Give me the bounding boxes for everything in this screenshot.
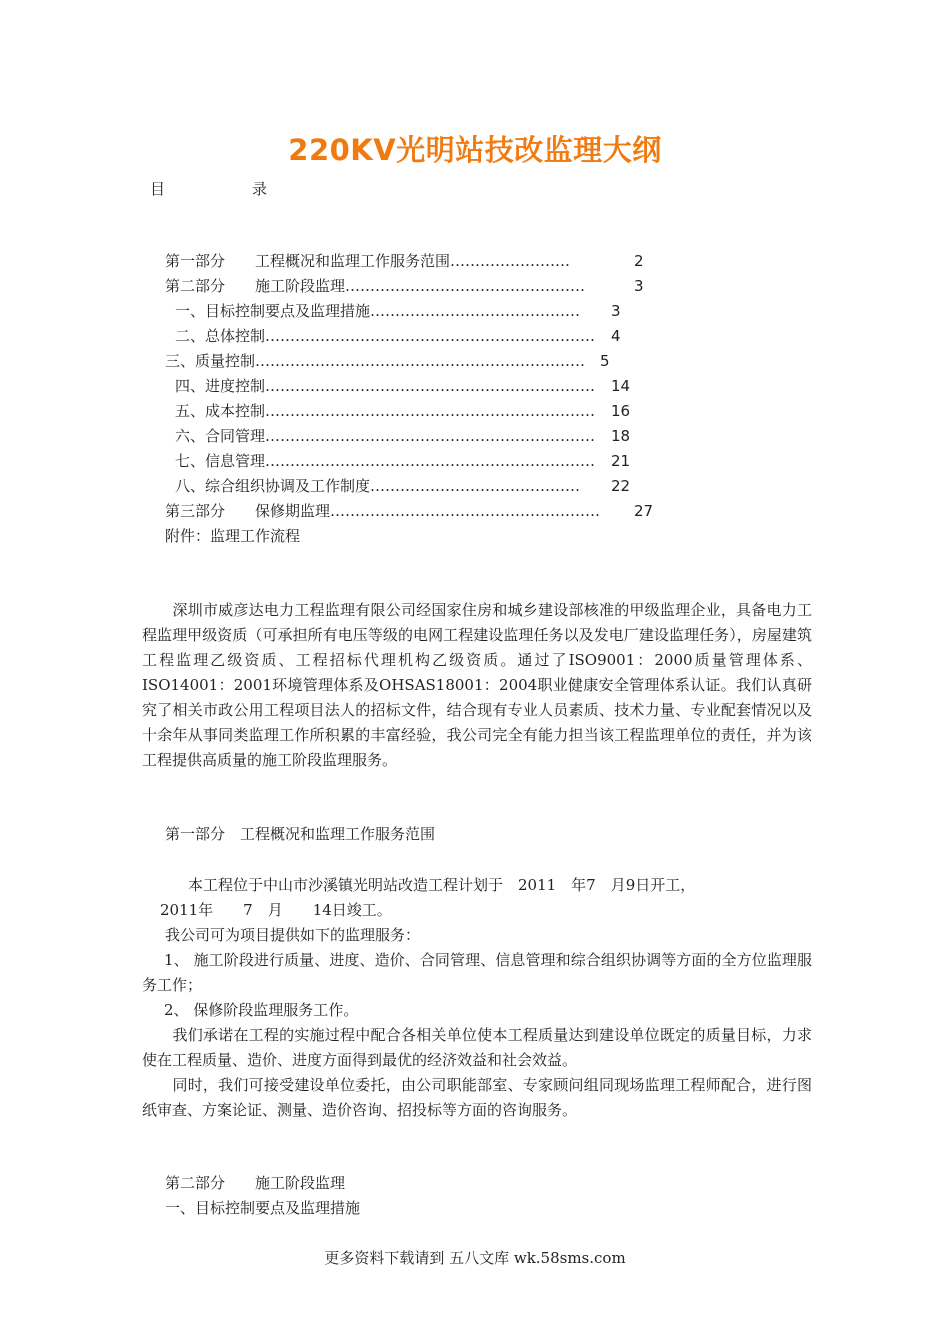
toc-entry-dots: ………………………………………………………… [265, 377, 596, 395]
toc-entry[interactable] [175, 299, 580, 324]
toc-entry-dots: ……………………………………………… [330, 502, 601, 520]
toc-entry-dots: ………………………………………………………… [265, 327, 596, 345]
consulting-paragraph: 同时，我们可接受建设单位委托，由公司职能部室、专家顾问组同现场监理工程师配合，进行图纸审查、方案论证、测量、造价咨询、招投标等方面的咨询服务。 [142, 1076, 812, 1119]
toc-entry-label: 第三部分 保修期监理 [165, 502, 331, 520]
services-intro: 我公司可为项目提供如下的监理服务： [165, 926, 421, 944]
schedule-line-1: 本工程位于中山市沙溪镇光明站改造工程计划于 2011 年7 月9日开工， [188, 876, 696, 894]
toc-entry[interactable] [165, 524, 300, 549]
service-item-2: 2、 保修阶段监理服务工作。 [164, 1001, 359, 1019]
toc-entry-page: 16 [611, 402, 631, 420]
part2-heading: 第二部分 施工阶段监理 [165, 1174, 346, 1192]
toc-entry-page: 22 [611, 477, 631, 495]
toc-entry-dots: …………………… [450, 252, 571, 270]
toc-entry[interactable] [165, 249, 570, 274]
toc-entry-dots: ………………………………………………………… [265, 452, 596, 470]
toc-entry-label: 六、合同管理 [175, 427, 266, 445]
toc-entry-page: 14 [611, 377, 631, 395]
toc-entry-dots: …………………………………… [370, 477, 581, 495]
toc-entry-label: 八、综合组织协调及工作制度 [175, 477, 371, 495]
toc-entry-page: 2 [634, 252, 644, 270]
toc-entry[interactable] [175, 324, 595, 349]
toc-entry-label: 第一部分 工程概况和监理工作服务范围 [165, 252, 451, 270]
toc-entry-dots: …………………………………… [370, 302, 581, 320]
toc-heading-char-2: 录 [252, 180, 268, 198]
toc-entry-page: 3 [634, 277, 644, 295]
toc-entry[interactable] [175, 449, 595, 474]
toc-entry-label: 三、质量控制 [165, 352, 256, 370]
toc-entry[interactable] [165, 274, 585, 299]
toc-entry-dots: ………………………………………………………… [265, 402, 596, 420]
toc-entry-page: 4 [611, 327, 621, 345]
toc-entry-page: 27 [634, 502, 654, 520]
toc-entry-page: 21 [611, 452, 631, 470]
toc-entry-label: 四、进度控制 [175, 377, 266, 395]
commitment-paragraph: 我们承诺在工程的实施过程中配合各相关单位使本工程质量达到建设单位既定的质量目标，力求使在工程质量、造价、进度方面得到最优的经济效益和社会效益。 [142, 1026, 812, 1069]
toc-entry[interactable] [175, 399, 595, 424]
toc-entry-dots: ………………………………………………………… [255, 352, 586, 370]
toc-entry-dots: ………………………………………………………… [265, 427, 596, 445]
toc-entry[interactable] [175, 424, 595, 449]
service-item-1: 1、 施工阶段进行质量、进度、造价、合同管理、信息管理和综合组织协调等方面的全方位监理服务工作； [142, 951, 812, 994]
toc-entry-label: 附件：监理工作流程 [165, 527, 301, 545]
toc-entry[interactable] [165, 499, 600, 524]
toc-entry-page: 5 [600, 352, 610, 370]
toc-entry[interactable] [175, 374, 595, 399]
toc-entry[interactable] [165, 349, 585, 374]
company-intro-paragraph: 深圳市威彦达电力工程监理有限公司经国家住房和城乡建设部核准的甲级监理企业，具备电力工程监理甲级资质（可承担所有电压等级的电网工程建设监理任务以及发电厂建设监理任务），房屋建筑工程监理乙级资质、工程招标代理机构乙级资质。通过了ISO9001：2000质量管理体系、ISO14001：2001环境管理体系及OHSAS18001：2004职业健康安全管理体系认证。我们认真研究了相关市政公用工程项目法人的招标文件，结合现有专业人员素质、技术力量、专业配套情况以及十余年从事同类监理工作所积累的丰富经验，我公司完全有能力担当该工程监理单位的责任，并为该工程提供高质量的施工阶段监理服务。 [142, 601, 812, 769]
part2-subheading: 一、目标控制要点及监理措施 [165, 1199, 361, 1217]
toc-entry-label: 第二部分 施工阶段监理 [165, 277, 346, 295]
toc-entry-label: 五、成本控制 [175, 402, 266, 420]
toc-entry-page: 3 [611, 302, 621, 320]
document-title: 220KV光明站技改监理大纲 [288, 133, 662, 167]
toc-entry[interactable] [175, 474, 580, 499]
toc-entry-label: 二、总体控制 [175, 327, 266, 345]
toc-heading-char-1: 目 [150, 180, 166, 198]
page-footer: 更多资料下载请到 五八文库 wk.58sms.com [324, 1249, 626, 1267]
toc-entry-label: 七、信息管理 [175, 452, 266, 470]
toc-entry-label: 一、目标控制要点及监理措施 [175, 302, 371, 320]
toc-entry-dots: ………………………………………… [345, 277, 586, 295]
schedule-line-2: 2011年 7 月 14日竣工。 [160, 901, 392, 919]
part1-heading: 第一部分 工程概况和监理工作服务范围 [165, 825, 436, 843]
toc-entry-page: 18 [611, 427, 631, 445]
